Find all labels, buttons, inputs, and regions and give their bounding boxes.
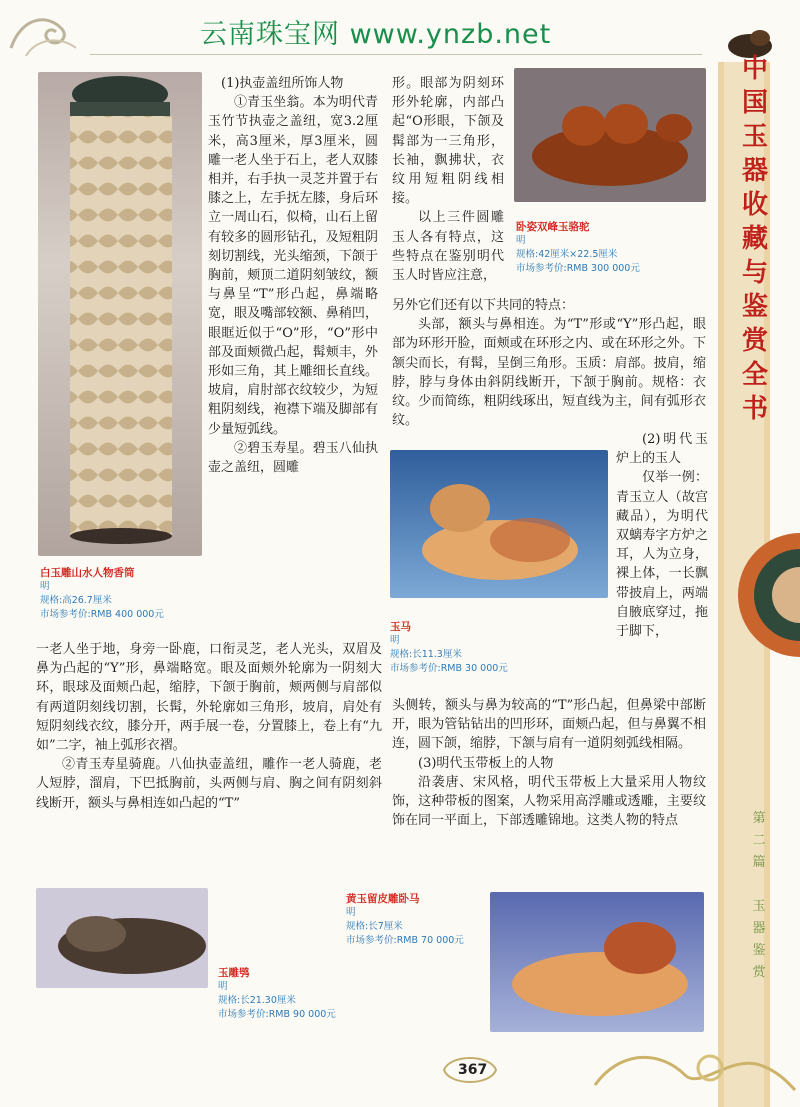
page-number: 367 (458, 1062, 488, 1078)
jade-owl-photo (36, 888, 208, 988)
camel-image (514, 68, 706, 202)
title-char: 藏 (741, 224, 768, 254)
caption-price: 市场参考价:RMB 30 000元 (390, 663, 508, 674)
watermark-text: 云南珠宝网 www.ynzb.net (200, 19, 552, 50)
incense-tube-image (38, 72, 202, 556)
section-char: 第 (752, 811, 766, 826)
text-column-3 (616, 430, 708, 641)
corner-scroll-ornament (6, 8, 86, 63)
caption-period: 明 (218, 981, 228, 992)
yellow-horse-image (490, 892, 704, 1032)
paragraph: 头侧转，额头与鼻为较高的“T”形凸起，但鼻梁中部断开，眼为管钻钻出的凹形环，面颊凸起，但与鼻翼不相连，圆下颌，缩脖，下颔与肩有一道阴刻弧线相隔。 (392, 698, 706, 752)
paragraph: ②碧玉寿星。碧玉八仙执壶之盖纽，圆雕 (208, 440, 378, 476)
text-block-furnace (392, 696, 706, 830)
caption-incense-tube (40, 566, 210, 622)
caption-price: 市场参考价:RMB 300 000元 (516, 263, 640, 274)
subheading-3: (3)明代玉带板上的人物 (418, 755, 554, 771)
book-title-vertical (735, 52, 775, 426)
bottom-scroll-ornament (590, 1040, 800, 1100)
caption-period: 明 (516, 235, 526, 246)
title-char: 器 (741, 156, 768, 186)
caption-spec: 规格:42厘米×22.5厘米 (516, 249, 618, 260)
title-char: 全 (741, 360, 768, 390)
text-column-1 (208, 74, 378, 477)
section-char: 二 (752, 833, 766, 848)
title-char: 国 (741, 88, 768, 118)
title-char: 赏 (741, 326, 768, 356)
subheading-1: (1)执壶盖纽所饰人物 (221, 76, 344, 91)
section-char: 器 (752, 921, 766, 936)
caption-title: 白玉雕山水人物香筒 (40, 567, 135, 579)
title-char: 鉴 (741, 292, 768, 322)
title-char: 玉 (741, 122, 768, 152)
paragraph: 头部，额头与鼻相连。为“T”形或“Y”形凸起，眼部为环形开脸，面颊或在环形之内、或在环形之外。下颔尖而长，有髯，呈倒三角形。玉质：肩部。披肩，缩脖，脖与身体由斜阴线断开，下颔于胸前。规格：衣纹。少而简练，粗阴线琢出，短直线为主，间有弧形衣纹。 (392, 317, 706, 429)
jade-horse-image (390, 450, 608, 598)
paragraph: 另外它们还有以下共同的特点： (392, 298, 575, 313)
caption-camel (516, 220, 706, 276)
caption-owl (218, 966, 378, 1022)
section-char: 赏 (752, 965, 766, 980)
camel-photo (514, 68, 706, 202)
title-char: 收 (741, 190, 768, 220)
text-block-common-features (392, 296, 706, 430)
section-char: 鉴 (752, 943, 766, 958)
caption-jade-horse (390, 620, 590, 676)
paragraph: 以上三件圆雕玉人各有特点，这些特点在鉴别明代玉人时皆应注意， (392, 210, 504, 284)
paragraph: 形。眼部为阴刻环形外轮廓，内部凸起“O形眼，下颌及髯部为一三角形，长袖，飘拂状，衣纹用短粗阴线相接。 (392, 76, 504, 207)
jade-disc-icon (724, 520, 800, 670)
text-column-2 (392, 74, 504, 285)
caption-period: 明 (346, 907, 356, 918)
jade-owl-image (36, 888, 208, 988)
paragraph: 一老人坐于地，身旁一卧鹿，口衔灵芝，老人光头，双眉及鼻为凸起的“Y”形，鼻端略宽。眼及面颊外轮廓为一阴刻大环，眼球及面颊凸起，缩脖，下颌于胸前，颊两侧与肩部似有两道阴刻线切割，长髯，外轮廓如三角形，坡肩，肩处有短阴刻线衣纹，膝分开，两手展一卷，分置膝上，卷上有“九如”二字，袖上弧形衣褶。 (36, 642, 382, 754)
caption-price: 市场参考价:RMB 400 000元 (40, 609, 164, 620)
incense-tube-photo (38, 72, 202, 556)
header-rule (90, 54, 702, 55)
paragraph: 仅举一例：青玉立人（故宫藏品），为明代双螭寿字方炉之耳，人为立身，裸上体，一长飘带披肩上，两端自腋底穿过，拖于脚下， (616, 470, 708, 640)
paragraph: 沿袭唐、宋风格，明代玉带板上大量采用人物纹饰，这种带板的图案，人物采用高浮雕或透雕，主要纹饰在同一平面上，下部透雕锦地。这类人物的特点 (392, 774, 706, 829)
caption-spec: 规格:高26.7厘米 (40, 595, 112, 606)
title-char: 书 (741, 394, 768, 424)
caption-title: 玉雕鸮 (218, 967, 250, 979)
caption-spec: 规格:长7厘米 (346, 921, 403, 932)
jade-horse-photo (390, 450, 608, 598)
caption-title: 黄玉留皮雕卧马 (346, 893, 420, 905)
caption-period: 明 (390, 635, 400, 646)
section-char: 玉 (752, 899, 766, 914)
subheading-2: (2)明代玉炉上的玉人 (616, 432, 708, 467)
caption-spec: 规格:长11.3厘米 (390, 649, 462, 660)
section-char: 篇 (752, 855, 766, 870)
caption-price: 市场参考价:RMB 90 000元 (218, 1009, 336, 1020)
title-char: 与 (741, 258, 768, 288)
yellow-horse-photo (490, 892, 704, 1032)
caption-price: 市场参考价:RMB 70 000元 (346, 935, 464, 946)
caption-spec: 规格:长21.30厘米 (218, 995, 296, 1006)
paragraph: ②青玉寿星骑鹿。八仙执壶盖纽，雕作一老人骑鹿，老人短脖，溜肩，下巴抵胸前，头两侧与肩、胸之间有阴刻斜线断开，额头与鼻相连如凸起的“T” (36, 757, 382, 811)
text-block-shou-xing (36, 640, 382, 813)
title-char: 中 (741, 54, 768, 84)
caption-title: 玉马 (390, 621, 411, 633)
paragraph: ①青玉坐翁。本为明代青玉竹节执壶之盖纽，宽3.2厘米，高3厘米，厚3厘米，圆雕一老人坐于石上，老人双膝相并，右手执一灵芝并置于右膝之上，左手抚左膝，身后环立一周山石，似椅，山石上留有较多的圆形钻孔，及短粗阴刻切割线，光头缩颈，下颌于胸前，颊顶二道阴刻皱纹，额与鼻呈“T”形凸起，鼻端略宽，眼及嘴部较额、鼻稍凹，眼眶近似于“O”形，“O”形中部及面颊微凸起，髯颊丰，外形如三角，其上雕细长直线。坡肩，肩肘部衣纹较少，为短粗阴刻线，袍襟下端及脚部有少量短弧线。 (208, 95, 378, 437)
section-label-vertical (748, 808, 770, 984)
caption-title: 卧姿双峰玉骆驼 (516, 221, 590, 233)
caption-period: 明 (40, 581, 50, 592)
